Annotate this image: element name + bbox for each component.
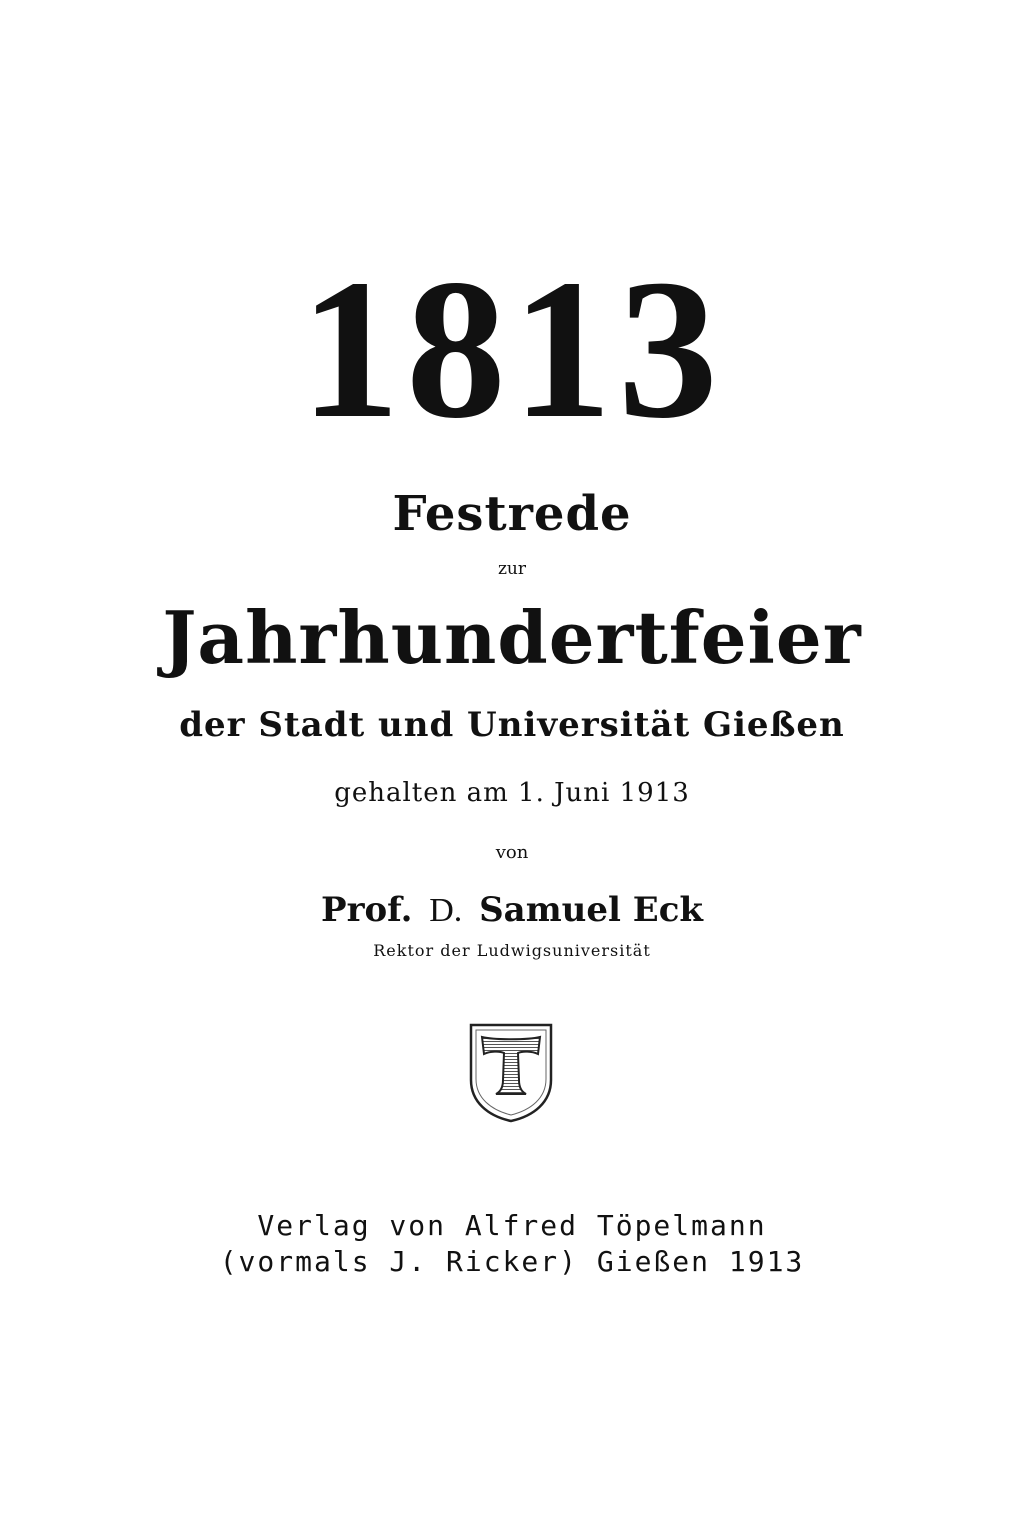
shield-with-tau-cross-icon [468,1022,554,1124]
main-title: Jahrhundertfeier [162,595,862,680]
publisher-line-1: Verlag von Alfred Töpelmann [257,1209,767,1242]
author-role: Rektor der Ludwigsuniversität [373,941,651,960]
date-line: gehalten am 1. Juni 1913 [334,778,690,808]
author-initial: D. [429,892,463,929]
author-name: Samuel Eck [479,890,703,930]
author-prefix: Prof. [321,890,413,930]
subtitle: der Stadt und Universität Gießen [179,705,845,745]
von-connector: von [495,842,529,863]
publisher-line-2: (vormals J. Ricker) Gießen 1913 [219,1245,805,1278]
year-heading: 1813 [300,239,724,460]
author-line [0,888,1024,933]
festrede-heading: Festrede [392,486,632,542]
zur-connector: zur [497,559,527,579]
